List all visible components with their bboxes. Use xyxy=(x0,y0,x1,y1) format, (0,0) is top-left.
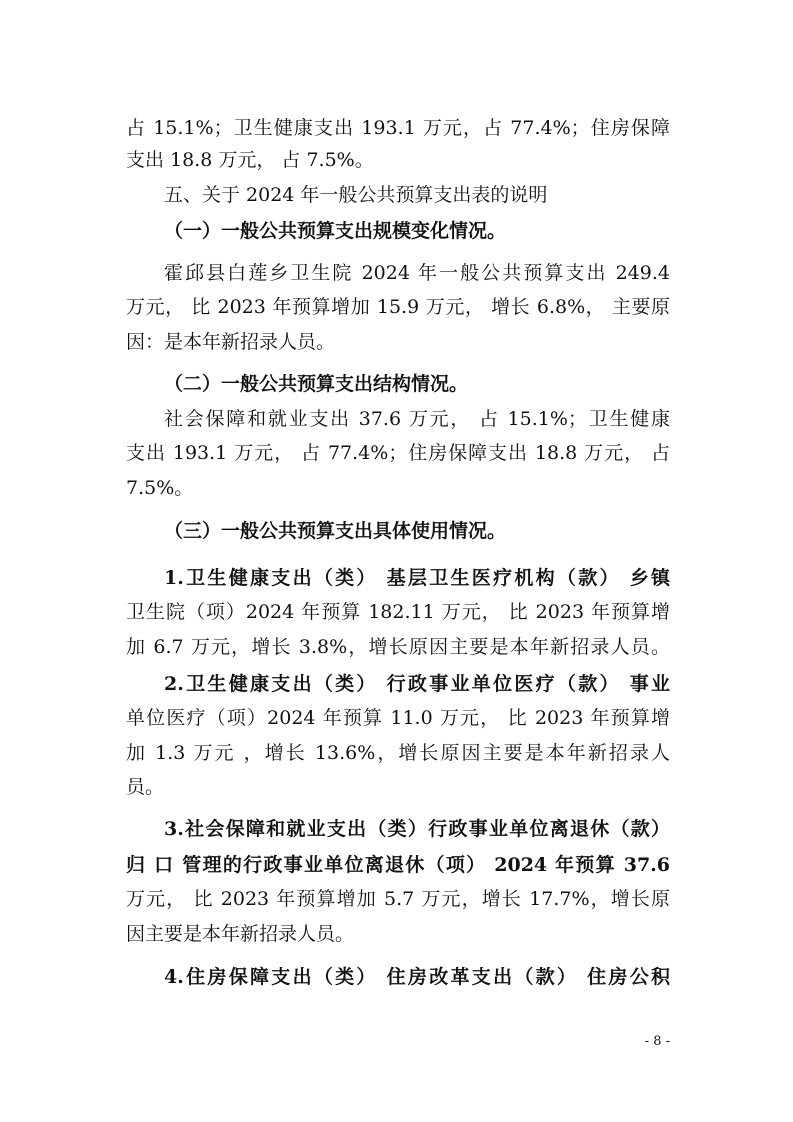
body-text-line: 支出 193.1 万元， 占 77.4%；住房保障支出 18.8 万元， 占 xyxy=(126,442,670,464)
section-heading: 五、关于 2024 年一般公共预算支出表的说明 xyxy=(164,184,548,206)
body-text-line: 万元， 比 2023 年预算增加 15.9 万元， 增长 6.8%， 主要原 xyxy=(126,296,670,318)
body-text-line: 因：是本年新招录人员。 xyxy=(126,331,336,353)
item-heading-line: 1.卫生健康支出（类） 基层卫生医疗机构（款） 乡镇 xyxy=(164,567,670,589)
subsection-heading: （一）一般公共预算支出规模变化情况。 xyxy=(164,220,507,242)
page-number: - 8 - xyxy=(644,1034,670,1049)
body-text-line: 因主要是本年新招录人员。 xyxy=(126,923,355,945)
body-text-line: 加 1.3 万元 ，增长 13.6%，增长原因主要是本年新招录人 xyxy=(126,742,670,764)
body-text-line: 社会保障和就业支出 37.6 万元， 占 15.1%；卫生健康 xyxy=(164,408,670,430)
body-text-line: 7.5%。 xyxy=(126,477,194,499)
body-text-line: 卫生院（项）2024 年预算 182.11 万元， 比 2023 年预算增 xyxy=(126,601,670,623)
item-heading-line: 2.卫生健康支出（类） 行政事业单位医疗（款） 事业 xyxy=(164,673,670,695)
subsection-heading: （二）一般公共预算支出结构情况。 xyxy=(164,373,469,395)
body-text-line: 单位医疗（项）2024 年预算 11.0 万元， 比 2023 年预算增 xyxy=(126,707,670,729)
item-heading-line: 归 口 管理的行政事业单位离退休（项） 2024 年预算 37.6 xyxy=(126,854,670,876)
body-text-line: 支出 18.8 万元， 占 7.5%。 xyxy=(126,149,374,171)
body-text-line: 万元， 比 2023 年预算增加 5.7 万元，增长 17.7%，增长原 xyxy=(126,888,670,910)
body-text-line: 加 6.7 万元，增长 3.8%，增长原因主要是本年新招录人员。 xyxy=(126,636,670,658)
body-text-line: 霍邱县白莲乡卫生院 2024 年一般公共预算支出 249.4 xyxy=(164,262,670,284)
subsection-heading: （三）一般公共预算支出具体使用情况。 xyxy=(164,520,507,542)
body-text-line: 员。 xyxy=(126,776,165,798)
item-heading-line: 4.住房保障支出（类） 住房改革支出（款） 住房公积 xyxy=(164,966,670,988)
body-text-line: 占 15.1%；卫生健康支出 193.1 万元，占 77.4%；住房保障 xyxy=(126,117,670,139)
item-heading-line: 3.社会保障和就业支出（类）行政事业单位离退休（款） xyxy=(164,818,670,840)
